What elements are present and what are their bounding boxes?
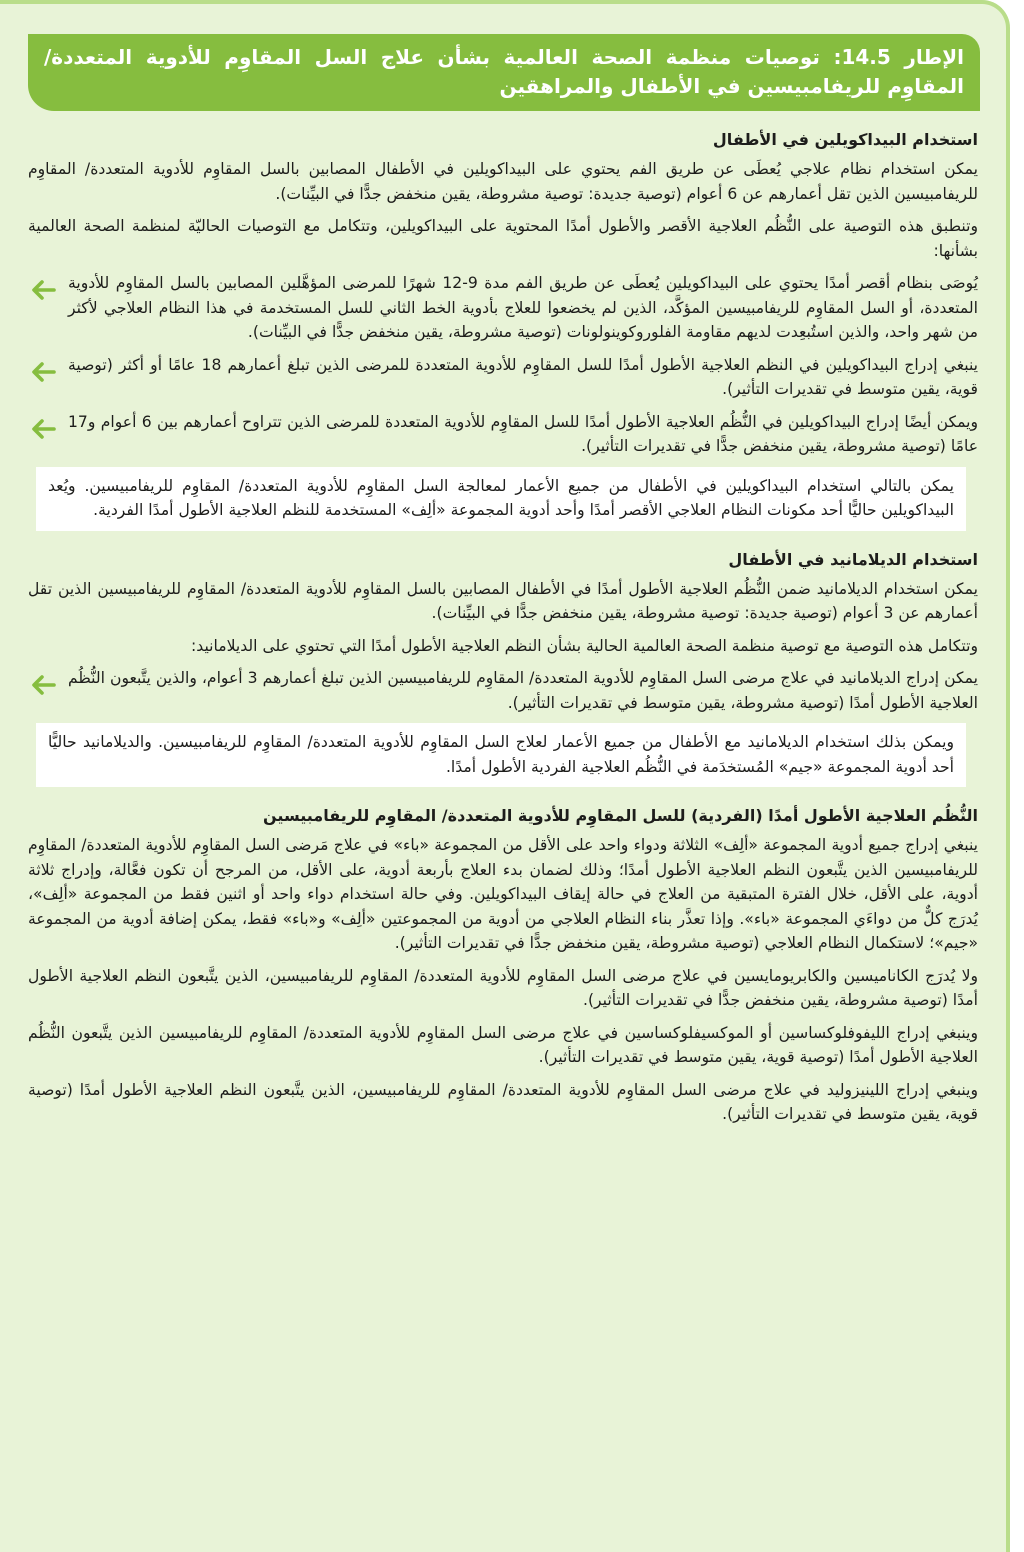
box-title: الإطار 14.5: توصيات منظمة الصحة العالمية بشأن علاج السل المقاوِم للأدوية المتعددة/ المقاوِم للريفامبيسين في الأطفال والمراهقين bbox=[28, 34, 980, 111]
section-lead: وتتكامل هذه التوصية مع توصية منظمة الصحة العالمية الحالية بشأن النظم العلاجية الأطول أمدًا التي تحتوي على الديلامانيد: bbox=[191, 636, 978, 655]
summary-note: ويمكن بذلك استخدام الديلامانيد مع الأطفال من جميع الأعمار لعلاج السل المقاوِم للأدوية المتعددة/ المقاوِم للريفامبيسين. والديلامانيد حاليًّا أحد أدوية المجموعة «جيم» المُستخدَمة في النُّظُم العلاجية الفردية الأطول أمدًا. bbox=[36, 723, 966, 787]
bullet-text: يُوصَى بنظام أقصر أمدًا يحتوي على البيداكويلين يُعطَى عن طريق الفم مدة 9-12 شهرًا للمرضى المؤهَّلين المصابين بالسل المقاوِم للأدوية المتعددة، أو السل المقاوِم للريفامبيسين المؤكَّد، الذين لم يخضعوا للعلاج بأدوية الخط الثاني للسل المستخدمة في هذا النظام العلاجي لأكثر من شهر واحد، والذين استُبعِدت لديهم مقاومة الفلوروكوينولونات (توصية مشروطة، يقين منخفض جدًّا في البيِّنات). bbox=[68, 274, 979, 341]
arrow-left-icon bbox=[30, 361, 56, 383]
section-lead: وتنطبق هذه التوصية على النُّظُم العلاجية الأقصر والأطول أمدًا المحتوية على البيداكويلين، وتتكامل مع التوصيات الحاليّة لمنظمة الصحة العالمية بشأنها: bbox=[28, 217, 978, 260]
arrow-left-icon bbox=[30, 418, 56, 440]
section-heading-bedaquiline: استخدام البيداكويلين في الأطفال bbox=[712, 130, 978, 149]
bullet-item bbox=[28, 666, 978, 715]
bullet-item bbox=[28, 271, 978, 345]
paragraph: ينبغي إدراج جميع أدوية المجموعة «ألِف» الثلاثة ودواء واحد على الأقل من المجموعة «باء» في علاج مَرضى السل المقاوِم للأدوية المتعددة/ المقاوِم للريفامبيسين الذين يتَّبعون النظم العلاجية الأطول أمدًا؛ وذلك لضمان بدء العلاج بأربعة أدوية، على الأقل، من المرجح أن تكون فعَّالة، وإدراج ثلاثة أدوية، على الأقل، خلال الفترة المتبقية من العلاج في حالة إيقاف البيداكويلين. وفي حالة استخدام دواء واحد أو اثنين فقط من المجموعة «ألِف»، يُدرَج كلٌّ من دواءَي المجموعة «باء». وإذا تعذَّر بناء النظام العلاجي من أدوية من المجموعتين «ألِف» و«باء» فقط، يمكن إضافة أدوية من المجموعة «جيم»؛ لاستكمال النظام العلاجي (توصية مشروطة، يقين منخفض جدًّا في تقديرات التأثير). bbox=[28, 836, 978, 952]
bullet-text: يمكن إدراج الديلامانيد في علاج مرضى السل المقاوِم للأدوية المتعددة/ المقاوِم للريفامبيسين الذين تبلغ أعمارهم 3 أعوام، والذين يتَّبعون النُّظُم العلاجية الأطول أمدًا (توصية مشروطة، يقين متوسط في تقديرات التأثير). bbox=[68, 669, 978, 712]
paragraph: وينبغي إدراج اللينيزوليد في علاج مرضى السل المقاوِم للأدوية المتعددة/ المقاوِم للريفامبيسين، الذين يتَّبعون النظم العلاجية الأطول أمدًا (توصية قوية، يقين متوسط في تقديرات التأثير). bbox=[28, 1080, 978, 1123]
bullet-text: ينبغي إدراج البيداكويلين في النظم العلاجية الأطول أمدًا للسل المقاوِم للأدوية المتعددة للمرضى الذين تبلغ أعمارهم 18 عامًا أو أكثر (توصية قوية، يقين متوسط في تقديرات التأثير). bbox=[68, 355, 978, 398]
bullet-text: ويمكن أيضًا إدراج البيداكويلين في النُّظُم العلاجية الأطول أمدًا للسل المقاوِم للأدوية المتعددة للمرضى الذين تتراوح أعمارهم بين 6 أعوام و17 عامًا (توصية مشروطة، يقين منخفض جدًّا في تقديرات التأثير). bbox=[68, 412, 979, 455]
paragraph: وينبغي إدراج الليفوفلوكساسين أو الموكسيفلوكساسين في علاج مرضى السل المقاوِم للأدوية المتعددة/ المقاوِم للريفامبيسين الذين يتَّبعون النُّظُم العلاجية الأطول أمدًا (توصية قوية، يقين متوسط في تقديرات التأثير). bbox=[28, 1023, 978, 1066]
section-intro: يمكن استخدام الديلامانيد ضمن النُّظُم العلاجية الأطول أمدًا في الأطفال المصابين بالسل المقاوِم للأدوية المتعددة/ المقاوِم للريفامبيسين الذين تقل أعمارهم عن 3 أعوام (توصية جديدة: توصية مشروطة، يقين منخفض جدًّا في البيِّنات). bbox=[28, 579, 978, 622]
paragraph: ولا يُدرَج الكاناميسين والكابريومايسين في علاج مرضى السل المقاوِم للأدوية المتعددة/ المقاوِم للريفامبيسين، الذين يتَّبعون النظم العلاجية الأطول أمدًا (توصية مشروطة، يقين منخفض جدًّا في تقديرات التأثير). bbox=[28, 966, 978, 1009]
bullet-item bbox=[28, 353, 978, 402]
arrow-left-icon bbox=[30, 279, 56, 301]
section-heading-longer-regimens: النُّظُم العلاجية الأطول أمدًا (الفردية) للسل المقاوِم للأدوية المتعددة/ المقاوِم للريفامبيسين bbox=[263, 806, 978, 825]
section-intro: يمكن استخدام نظام علاجي يُعطَى عن طريق الفم يحتوي على البيداكويلين في الأطفال المصابين بالسل المقاوِم للأدوية المتعددة/ المقاوِم للريفامبيسين الذين تقل أعمارهم عن 6 أعوام (توصية جديدة: توصية مشروطة، يقين منخفض جدًّا في البيِّنات). bbox=[28, 160, 978, 203]
summary-note: يمكن بالتالي استخدام البيداكويلين في الأطفال من جميع الأعمار لمعالجة السل المقاوِم للأدوية المتعددة/ المقاوِم للريفامبيسين. ويُعد البيداكويلين حاليًّا أحد مكونات النظام العلاجي الأقصر أمدًا وأحد أدوية المجموعة «ألِف» المستخدمة للنظم العلاجية الأطول أمدًا الفردية. bbox=[36, 467, 966, 531]
section-heading-delamanid: استخدام الديلامانيد في الأطفال bbox=[728, 549, 978, 569]
arrow-left-icon bbox=[30, 674, 56, 696]
bullet-item bbox=[28, 410, 978, 459]
